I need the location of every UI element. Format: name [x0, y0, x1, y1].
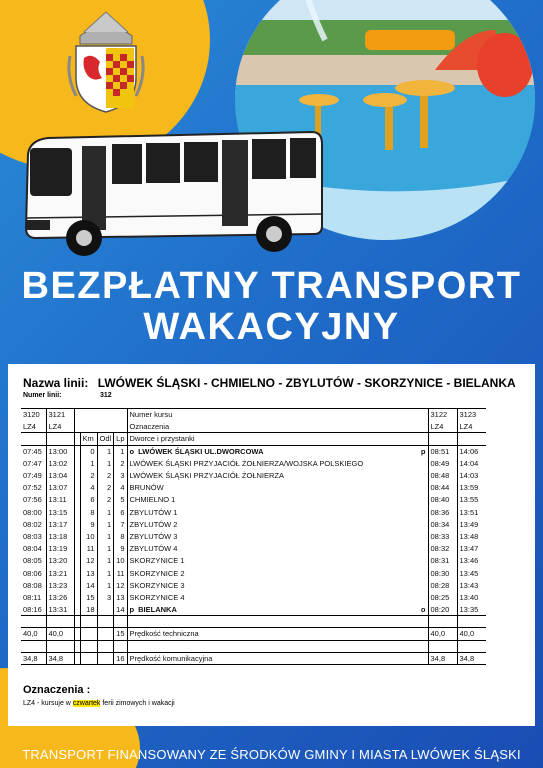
lp-cell: 6 [114, 506, 127, 518]
bus-icon [22, 122, 328, 258]
arrival-time: 08:40 [428, 494, 457, 506]
line-name-row [23, 376, 516, 390]
odl-header: Odl [97, 433, 114, 445]
line-name: LWÓWEK ŚLĄSKI - CHMIELNO - ZBYLUTÓW - SKORZYNICE - BIELANKA [97, 376, 516, 390]
km-cell: 6 [80, 494, 97, 506]
lp-cell: 1 [114, 445, 127, 457]
footer-funding-note: TRANSPORT FINANSOWANY ZE ŚRODKÓW GMINY I MIASTA LWÓWEK ŚLĄSKI [22, 747, 521, 762]
arrival-time: 08:48 [428, 469, 457, 481]
stop-name: BRUNÓW [127, 482, 428, 494]
odl-cell: 1 [97, 445, 114, 457]
departure-time: 08:05 [23, 556, 42, 566]
departure-time: 13:07 [46, 482, 74, 494]
odl-cell: 1 [97, 530, 114, 542]
km-cell: 4 [80, 482, 97, 494]
stop-flag: p [420, 446, 426, 456]
table-row [21, 543, 486, 555]
stop-name: LWÓWEK ŚLĄSKI PRZYJACIÓŁ ŻOŁNIERZA/WOJSKA POLSKIEGO [127, 457, 428, 469]
departure-time: 08:02 [23, 519, 42, 529]
departure-time: 13:15 [46, 506, 74, 518]
lp-header: Lp [114, 433, 127, 445]
lp-cell: 2 [114, 457, 127, 469]
line-name-label: Nazwa linii: [23, 376, 89, 390]
arrival-time: 13:55 [457, 494, 486, 506]
arrival-time: 08:33 [428, 530, 457, 542]
stop-name: ZBYLUTÓW 3 [127, 530, 428, 542]
stop-rows [21, 445, 486, 616]
table-row [21, 494, 486, 506]
stop-flag: p [129, 604, 135, 614]
arrival-time: 08:30 [428, 567, 457, 579]
odl-cell: 2 [97, 469, 114, 481]
km-cell: 12 [80, 555, 97, 567]
course-number-row [21, 409, 486, 421]
table-row [21, 469, 486, 481]
departure-time: 13:04 [46, 469, 74, 481]
km-cell: 2 [80, 469, 97, 481]
arrival-time: 14:04 [457, 457, 486, 469]
lp-cell: 3 [114, 469, 127, 481]
km-cell: 11 [80, 543, 97, 555]
legend-text: LZ4 - kursuje w czwartek ferii zimowych i wakacji [23, 700, 175, 707]
course-id: 3122 [428, 409, 457, 421]
arrival-time: 13:59 [457, 482, 486, 494]
column-header-row [21, 433, 486, 445]
arrival-time: 08:25 [428, 591, 457, 603]
tech-speed-label: Prędkość techniczna [127, 628, 428, 640]
spacer-row [21, 616, 486, 628]
line-number-row [23, 392, 112, 399]
departure-time: 13:19 [46, 543, 74, 555]
odl-cell: 3 [97, 591, 114, 603]
departure-time: 13:31 [46, 604, 74, 616]
stop-name: CHMIELNO 1 [127, 494, 428, 506]
departure-time: 07:56 [23, 495, 42, 505]
odl-cell: 1 [97, 555, 114, 567]
legend-title: Oznaczenia : [23, 684, 91, 696]
lp-cell: 13 [114, 591, 127, 603]
stop-name: LWÓWEK ŚLĄSKI PRZYJACIÓŁ ŻOŁNIERZA [127, 469, 428, 481]
lp-cell: 4 [114, 482, 127, 494]
arrival-time: 13:35 [457, 604, 486, 616]
course-id: 3121 [46, 409, 74, 421]
stop-name: ZBYLUTÓW 4 [127, 543, 428, 555]
arrival-time: 08:20 [428, 604, 457, 616]
table-row [21, 555, 486, 567]
departure-time: 08:03 [23, 531, 42, 541]
table-row [21, 482, 486, 494]
arrival-time: 08:32 [428, 543, 457, 555]
stops-header: Dworce i przystanki [127, 433, 428, 445]
km-cell: 8 [80, 506, 97, 518]
table-row [21, 567, 486, 579]
lp-cell: 7 [114, 518, 127, 530]
departure-time: 08:16 [21, 604, 46, 616]
odl-cell: 1 [97, 543, 114, 555]
arrival-time: 08:51 [428, 445, 457, 457]
legend-highlight: czwartek [72, 700, 101, 707]
arrival-time: 08:36 [428, 506, 457, 518]
lp-cell: 9 [114, 543, 127, 555]
stop-name: ZBYLUTÓW 2 [127, 518, 428, 530]
stop-name: SKORZYNICE 2 [127, 567, 428, 579]
course-id: 3123 [457, 409, 486, 421]
departure-time: 13:18 [46, 530, 74, 542]
marking-label: Oznaczenia [127, 421, 428, 433]
km-cell: 10 [80, 530, 97, 542]
arrival-time: 14:03 [457, 469, 486, 481]
arrival-time: 13:48 [457, 530, 486, 542]
coat-of-arms-icon [66, 6, 146, 116]
km-cell: 18 [80, 604, 97, 616]
arrival-time: 13:46 [457, 555, 486, 567]
departure-time: 13:20 [46, 555, 74, 567]
table-row [21, 604, 486, 616]
arrival-time: 14:06 [457, 445, 486, 457]
arrival-time: 13:49 [457, 518, 486, 530]
timetable-sheet [8, 364, 535, 726]
table-row [21, 506, 486, 518]
timetable [21, 408, 486, 665]
lp-cell: 8 [114, 530, 127, 542]
headline-line2: WAKACYJNY [143, 306, 400, 348]
odl-cell: 1 [97, 457, 114, 469]
departure-time: 07:49 [23, 471, 42, 481]
table-row [21, 445, 486, 457]
line-number: 312 [100, 392, 112, 399]
table-row [21, 457, 486, 469]
km-cell: 0 [80, 445, 97, 457]
table-row [21, 518, 486, 530]
departure-time: 08:11 [23, 592, 42, 602]
stop-name: SKORZYNICE 1 [127, 555, 428, 567]
stop-flag: o [129, 446, 135, 456]
comm-speed-label: Prędkość komunikacyjna [127, 652, 428, 664]
km-header: Km [80, 433, 97, 445]
arrival-time: 13:45 [457, 567, 486, 579]
course-mark: LZ4 [457, 421, 486, 433]
arrival-time: 08:34 [428, 518, 457, 530]
km-cell: 15 [80, 591, 97, 603]
km-cell: 1 [80, 457, 97, 469]
tech-speed-row: 40,0 40,0 15 Prędkość techniczna 40,0 40,0 [21, 628, 486, 640]
km-cell: 9 [80, 518, 97, 530]
stop-name [127, 604, 428, 616]
lp-cell: 11 [114, 567, 127, 579]
table-row [21, 530, 486, 542]
arrival-time: 08:49 [428, 457, 457, 469]
departure-time: 13:17 [46, 518, 74, 530]
departure-time: 08:06 [23, 568, 42, 578]
departure-time: 13:21 [46, 567, 74, 579]
arrival-time: 08:28 [428, 579, 457, 591]
stop-flag: o [420, 604, 426, 614]
departure-time: 07:52 [23, 483, 42, 493]
spacer-row [21, 640, 486, 652]
stop-name: ZBYLUTÓW 1 [127, 506, 428, 518]
arrival-time: 08:44 [428, 482, 457, 494]
odl-cell [97, 604, 114, 616]
comm-speed-row: 34,8 34,8 16 Prędkość komunikacyjna 34,8 34,8 [21, 652, 486, 664]
lp-cell: 5 [114, 494, 127, 506]
table-row [21, 591, 486, 603]
stop-name: SKORZYNICE 4 [127, 591, 428, 603]
departure-time: 07:47 [23, 458, 42, 468]
course-id: 3120 [21, 409, 46, 421]
departure-time: 07:45 [23, 446, 42, 456]
course-number-label: Numer kursu [127, 409, 428, 421]
odl-cell: 2 [97, 482, 114, 494]
departure-time: 13:00 [46, 445, 74, 457]
course-mark: LZ4 [428, 421, 457, 433]
odl-cell: 1 [97, 518, 114, 530]
lp-cell: 12 [114, 579, 127, 591]
arrival-time: 13:40 [457, 591, 486, 603]
course-mark: LZ4 [46, 421, 74, 433]
arrival-time: 13:47 [457, 543, 486, 555]
headline-line1: BEZPŁATNY TRANSPORT [21, 265, 522, 307]
km-cell: 14 [80, 579, 97, 591]
odl-cell: 1 [97, 567, 114, 579]
arrival-time: 13:51 [457, 506, 486, 518]
stop-name: SKORZYNICE 3 [127, 579, 428, 591]
odl-cell: 1 [97, 506, 114, 518]
stop-name-bold: LWÓWEK ŚLĄSKI UL.DWORCOWA [138, 446, 264, 456]
odl-cell: 1 [97, 579, 114, 591]
departure-time: 08:04 [23, 544, 42, 554]
lp-cell: 14 [114, 604, 127, 616]
departure-time: 13:23 [46, 579, 74, 591]
odl-cell: 2 [97, 494, 114, 506]
lp-cell: 10 [114, 555, 127, 567]
departure-time: 13:26 [46, 591, 74, 603]
stop-name-bold: BIELANKA [138, 604, 177, 614]
departure-time: 13:02 [46, 457, 74, 469]
marking-row [21, 421, 486, 433]
arrival-time: 13:43 [457, 579, 486, 591]
line-number-label: Numer linii: [23, 392, 62, 399]
arrival-time: 08:31 [428, 555, 457, 567]
departure-time: 08:08 [23, 580, 42, 590]
course-mark: LZ4 [23, 422, 36, 432]
km-cell: 13 [80, 567, 97, 579]
departure-time: 13:11 [46, 494, 74, 506]
departure-time: 08:00 [23, 507, 42, 517]
table-row [21, 579, 486, 591]
stop-name [127, 445, 428, 457]
